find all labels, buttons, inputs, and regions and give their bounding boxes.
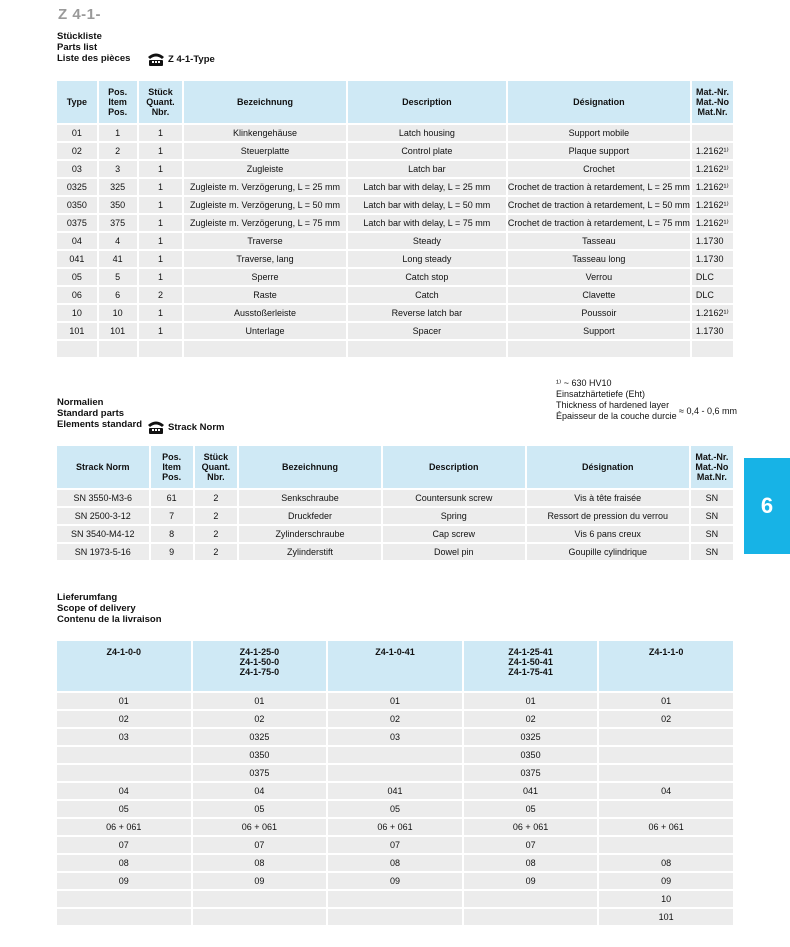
delivery-cell: 07 (328, 837, 462, 853)
cell-type: 10 (57, 305, 97, 321)
delivery-cell: 09 (328, 873, 462, 889)
table-row (57, 873, 733, 889)
delivery-cell: 04 (57, 783, 191, 799)
table-row (57, 711, 733, 727)
cell-qty: 1 (139, 125, 183, 141)
cell-mat (692, 125, 733, 141)
cell-mat: 1.1730 (692, 233, 733, 249)
delivery-heading: Lieferumfang Scope of delivery Contenu de la livraison (57, 592, 162, 625)
table-row (57, 287, 733, 303)
delivery-cell (599, 747, 733, 763)
cell-desc: Latch housing (348, 125, 506, 141)
cell-qty: 1 (139, 323, 183, 339)
table-row (57, 747, 733, 763)
col-pos: Pos. Item Pos. (99, 81, 137, 123)
parts-list-heading (57, 31, 130, 64)
cell-desig: Ressort de pression du verrou (527, 508, 689, 524)
cell-desig: Goupille cylindrique (527, 544, 689, 560)
cell-mat: SN (691, 526, 733, 542)
delivery-cell: 04 (599, 783, 733, 799)
parts-type-label: Z 4-1-Type (146, 51, 215, 67)
cell-mat: DLC (692, 269, 733, 285)
delivery-cell: 06 + 061 (328, 819, 462, 835)
delivery-cell: 05 (464, 801, 598, 817)
delivery-cell: 02 (193, 711, 327, 727)
delivery-cell: 0325 (193, 729, 327, 745)
standard-parts-heading: Normalien Standard parts Elements standard (57, 397, 142, 430)
cell-bez: Ausstoßerleiste (184, 305, 345, 321)
cell-desig: Vis à tête fraisée (527, 490, 689, 506)
cell-qty: 2 (195, 490, 237, 506)
cell-qty: 2 (195, 544, 237, 560)
delivery-cell: 02 (599, 711, 733, 727)
cell-pos: 8 (151, 526, 193, 542)
cell-qty: 1 (139, 161, 183, 177)
table-row (57, 837, 733, 853)
col-material: Mat.-Nr. Mat.-No Mat.Nr. (691, 446, 733, 488)
cell-desig: Verrou (508, 269, 690, 285)
cell-mat: SN (691, 508, 733, 524)
cell-pos: 375 (99, 215, 137, 231)
delivery-cell: 01 (464, 693, 598, 709)
cell-mat: 1.2162¹⁾ (692, 161, 733, 177)
cell-bez: Raste (184, 287, 345, 303)
table-row (57, 544, 733, 560)
col-qty: Stück Quant. Nbr. (195, 446, 237, 488)
cell-desc: Catch stop (348, 269, 506, 285)
table-row (57, 125, 733, 141)
cell-pos: 9 (151, 544, 193, 560)
cell-desig: Crochet de traction à retardement, L = 75 mm (508, 215, 690, 231)
cell-qty: 1 (139, 143, 183, 159)
cell-type: 101 (57, 323, 97, 339)
cell-pos: 41 (99, 251, 137, 267)
cell-mat: 1.2162¹⁾ (692, 305, 733, 321)
cell-pos: 61 (151, 490, 193, 506)
cell-desc: Latch bar (348, 161, 506, 177)
cell-desc: Countersunk screw (383, 490, 525, 506)
cell-desig: Support mobile (508, 125, 690, 141)
delivery-cell (57, 891, 191, 907)
cell-pos: 5 (99, 269, 137, 285)
delivery-cell: 09 (57, 873, 191, 889)
table-row (57, 269, 733, 285)
delivery-cell (57, 909, 191, 925)
cell-qty: 1 (139, 251, 183, 267)
cell-desig: Vis 6 pans creux (527, 526, 689, 542)
cell-mat: SN (691, 544, 733, 560)
table-row (57, 233, 733, 249)
table-row (57, 143, 733, 159)
cell-pos: 350 (99, 197, 137, 213)
delivery-cell: 101 (599, 909, 733, 925)
cell-norm: SN 3540-M4-12 (57, 526, 149, 542)
table-row (57, 765, 733, 781)
cell-desc (348, 341, 506, 357)
delivery-cell (599, 765, 733, 781)
standard-parts-table (55, 444, 735, 562)
delivery-cell (328, 891, 462, 907)
col-designation: Désignation (527, 446, 689, 488)
col-material: Mat.-Nr. Mat.-No Mat.Nr. (692, 81, 733, 123)
cell-desig: Support (508, 323, 690, 339)
delivery-cell: 08 (328, 855, 462, 871)
cell-desc: Spacer (348, 323, 506, 339)
cell-type: 041 (57, 251, 97, 267)
table-row (57, 855, 733, 871)
cell-pos: 4 (99, 233, 137, 249)
cell-pos: 325 (99, 179, 137, 195)
delivery-variant-header: Z4-1-0-0 (57, 641, 191, 691)
cell-type: 0325 (57, 179, 97, 195)
heading-en: Parts list (57, 42, 98, 53)
delivery-cell: 05 (328, 801, 462, 817)
col-description: Description (348, 81, 506, 123)
cell-mat: 1.2162¹⁾ (692, 179, 733, 195)
parts-list-table (55, 79, 735, 359)
delivery-cell: 01 (193, 693, 327, 709)
cell-type: 06 (57, 287, 97, 303)
delivery-cell: 02 (464, 711, 598, 727)
cell-type: 01 (57, 125, 97, 141)
delivery-cell: 0350 (193, 747, 327, 763)
table-row (57, 783, 733, 799)
cell-desc: Latch bar with delay, L = 25 mm (348, 179, 506, 195)
cell-pos (99, 341, 137, 357)
cell-qty: 2 (195, 508, 237, 524)
delivery-cell: 07 (57, 837, 191, 853)
col-strack-norm: Strack Norm (57, 446, 149, 488)
delivery-cell (328, 765, 462, 781)
table-row (57, 526, 733, 542)
cell-type: 03 (57, 161, 97, 177)
cell-bez: Zylinderstift (239, 544, 381, 560)
cell-desig: Tasseau long (508, 251, 690, 267)
cell-type: 02 (57, 143, 97, 159)
delivery-variant-header: Z4-1-0-41 (328, 641, 462, 691)
cell-desc: Cap screw (383, 526, 525, 542)
cell-bez: Sperre (184, 269, 345, 285)
cell-bez (184, 341, 345, 357)
delivery-cell: 08 (599, 855, 733, 871)
delivery-table (55, 639, 735, 927)
table-row (57, 251, 733, 267)
delivery-cell: 06 + 061 (193, 819, 327, 835)
delivery-cell: 05 (193, 801, 327, 817)
heading-de: Stückliste (57, 31, 102, 42)
delivery-cell: 03 (57, 729, 191, 745)
cell-type: 0350 (57, 197, 97, 213)
cell-bez: Unterlage (184, 323, 345, 339)
delivery-variant-header: Z4-1-1-0 (599, 641, 733, 691)
cell-desc: Catch (348, 287, 506, 303)
delivery-cell: 09 (193, 873, 327, 889)
table-row (57, 891, 733, 907)
cell-mat: DLC (692, 287, 733, 303)
cell-type (57, 341, 97, 357)
table-row (57, 490, 733, 506)
cell-bez: Senkschraube (239, 490, 381, 506)
cell-desc: Reverse latch bar (348, 305, 506, 321)
cell-qty (139, 341, 183, 357)
col-description: Description (383, 446, 525, 488)
cell-qty: 1 (139, 269, 183, 285)
cell-qty: 1 (139, 179, 183, 195)
delivery-cell: 04 (193, 783, 327, 799)
cell-qty: 2 (195, 526, 237, 542)
cell-desc: Latch bar with delay, L = 75 mm (348, 215, 506, 231)
cell-desc: Long steady (348, 251, 506, 267)
heading-fr: Liste des pièces (57, 53, 131, 64)
delivery-cell: 01 (57, 693, 191, 709)
delivery-cell: 041 (328, 783, 462, 799)
delivery-cell (193, 909, 327, 925)
cell-desig: Crochet (508, 161, 690, 177)
delivery-cell: 03 (328, 729, 462, 745)
cell-desc: Steady (348, 233, 506, 249)
cell-bez: Traverse (184, 233, 345, 249)
cell-qty: 1 (139, 233, 183, 249)
cell-mat: 1.2162¹⁾ (692, 197, 733, 213)
table-row (57, 693, 733, 709)
hardened-layer-value: ≈ 0,4 - 0,6 mm (679, 406, 737, 416)
table-row (57, 819, 733, 835)
delivery-cell (328, 909, 462, 925)
delivery-cell: 0375 (193, 765, 327, 781)
cell-pos: 3 (99, 161, 137, 177)
delivery-cell: 06 + 061 (464, 819, 598, 835)
cell-desig: Clavette (508, 287, 690, 303)
table-row (57, 197, 733, 213)
press-icon (146, 51, 166, 67)
cell-type: 04 (57, 233, 97, 249)
cell-norm: SN 3550-M3-6 (57, 490, 149, 506)
cell-desc: Spring (383, 508, 525, 524)
cell-desc: Control plate (348, 143, 506, 159)
delivery-cell (599, 729, 733, 745)
delivery-variant-header: Z4-1-25-0 Z4-1-50-0 Z4-1-75-0 (193, 641, 327, 691)
delivery-cell (193, 891, 327, 907)
delivery-cell (599, 837, 733, 853)
cell-bez: Traverse, lang (184, 251, 345, 267)
table-row (57, 801, 733, 817)
table-row (57, 215, 733, 231)
press-icon (146, 419, 166, 435)
cell-type: 05 (57, 269, 97, 285)
delivery-cell (599, 801, 733, 817)
cell-bez: Druckfeder (239, 508, 381, 524)
hardness-footnote: ¹⁾ ~ 630 HV10 Einsatzhärtetiefe (Eht) Thickness of hardened layer Épaisseur de la couche durcie ≈ 0,4 - 0,6 mm (556, 378, 737, 421)
delivery-cell: 09 (464, 873, 598, 889)
table-row (57, 323, 733, 339)
cell-desc: Dowel pin (383, 544, 525, 560)
cell-qty: 1 (139, 215, 183, 231)
table-row (57, 341, 733, 357)
delivery-cell (328, 747, 462, 763)
delivery-cell (464, 909, 598, 925)
cell-mat: 1.2162¹⁾ (692, 215, 733, 231)
delivery-cell (464, 891, 598, 907)
delivery-cell (57, 747, 191, 763)
cell-bez: Zugleiste m. Verzögerung, L = 50 mm (184, 197, 345, 213)
cell-bez: Zylinderschraube (239, 526, 381, 542)
delivery-cell: 08 (193, 855, 327, 871)
delivery-variant-header: Z4-1-25-41 Z4-1-50-41 Z4-1-75-41 (464, 641, 598, 691)
col-bezeichnung: Bezeichnung (239, 446, 381, 488)
cell-desc: Latch bar with delay, L = 50 mm (348, 197, 506, 213)
delivery-cell: 07 (464, 837, 598, 853)
page-title: Z 4-1- (58, 6, 102, 23)
cell-pos: 101 (99, 323, 137, 339)
strack-norm-label: Strack Norm (146, 419, 225, 435)
col-pos: Pos. Item Pos. (151, 446, 193, 488)
col-bezeichnung: Bezeichnung (184, 81, 345, 123)
delivery-cell: 06 + 061 (57, 819, 191, 835)
cell-desig: Plaque support (508, 143, 690, 159)
cell-mat: 1.1730 (692, 323, 733, 339)
table-row (57, 305, 733, 321)
cell-pos: 7 (151, 508, 193, 524)
table-row (57, 161, 733, 177)
chapter-tab: 6 (744, 458, 790, 554)
col-type: Type (57, 81, 97, 123)
cell-desig (508, 341, 690, 357)
cell-mat: 1.1730 (692, 251, 733, 267)
cell-bez: Zugleiste (184, 161, 345, 177)
cell-desig: Tasseau (508, 233, 690, 249)
cell-desig: Poussoir (508, 305, 690, 321)
delivery-cell: 0350 (464, 747, 598, 763)
delivery-cell (57, 765, 191, 781)
table-row (57, 729, 733, 745)
cell-pos: 6 (99, 287, 137, 303)
cell-mat: 1.2162¹⁾ (692, 143, 733, 159)
delivery-cell: 05 (57, 801, 191, 817)
table-row (57, 909, 733, 925)
cell-mat: SN (691, 490, 733, 506)
delivery-cell: 08 (464, 855, 598, 871)
cell-type: 0375 (57, 215, 97, 231)
cell-pos: 1 (99, 125, 137, 141)
delivery-cell: 07 (193, 837, 327, 853)
cell-qty: 2 (139, 287, 183, 303)
cell-qty: 1 (139, 305, 183, 321)
cell-qty: 1 (139, 197, 183, 213)
delivery-cell: 09 (599, 873, 733, 889)
col-designation: Désignation (508, 81, 690, 123)
cell-norm: SN 2500-3-12 (57, 508, 149, 524)
delivery-cell: 0325 (464, 729, 598, 745)
cell-bez: Zugleiste m. Verzögerung, L = 25 mm (184, 179, 345, 195)
cell-norm: SN 1973-5-16 (57, 544, 149, 560)
delivery-cell: 08 (57, 855, 191, 871)
cell-pos: 10 (99, 305, 137, 321)
delivery-cell: 02 (328, 711, 462, 727)
cell-mat (692, 341, 733, 357)
cell-pos: 2 (99, 143, 137, 159)
cell-bez: Zugleiste m. Verzögerung, L = 75 mm (184, 215, 345, 231)
cell-bez: Klinkengehäuse (184, 125, 345, 141)
delivery-cell: 01 (328, 693, 462, 709)
table-row (57, 179, 733, 195)
col-qty: Stück Quant. Nbr. (139, 81, 183, 123)
table-row (57, 508, 733, 524)
cell-desig: Crochet de traction à retardement, L = 50 mm (508, 197, 690, 213)
cell-bez: Steuerplatte (184, 143, 345, 159)
delivery-cell: 0375 (464, 765, 598, 781)
delivery-cell: 01 (599, 693, 733, 709)
delivery-cell: 10 (599, 891, 733, 907)
delivery-cell: 041 (464, 783, 598, 799)
cell-desig: Crochet de traction à retardement, L = 25 mm (508, 179, 690, 195)
delivery-cell: 02 (57, 711, 191, 727)
delivery-cell: 06 + 061 (599, 819, 733, 835)
